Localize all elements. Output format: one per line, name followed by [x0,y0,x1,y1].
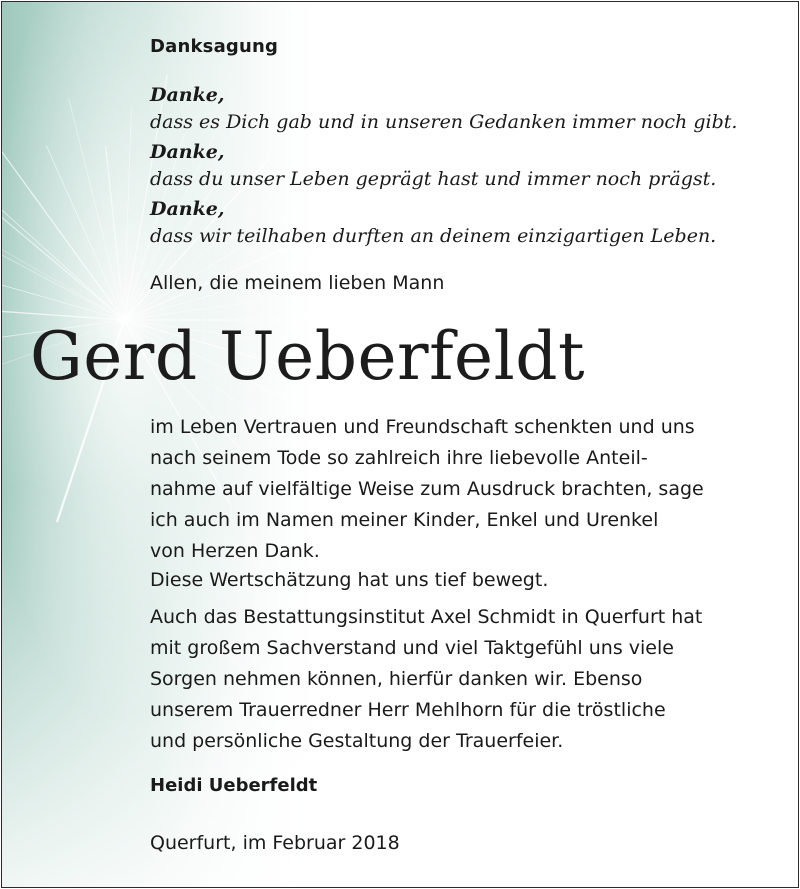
intro-line: Allen, die meinem lieben Mann [150,272,445,294]
thanks-line-2: dass du unser Leben geprägt hast und immer noch prägst. [150,168,717,190]
paragraph-2-line: mit großem Sachverstand und viel Taktgefühl uns viele [150,637,674,659]
paragraph-1-line: von Herzen Dank. [150,540,320,562]
paragraph-1-line: nahme auf vielfältige Weise zum Ausdruck brachten, sage [150,478,704,500]
paragraph-1-line: im Leben Vertrauen und Freundschaft schenkten und uns [150,416,695,438]
paragraph-2-line: Sorgen nehmen können, hierfür danken wir. Ebenso [150,668,643,690]
thanks-word-1: Danke, [150,84,225,106]
paragraph-1-line: nach seinem Tode so zahlreich ihre liebevolle Anteil- [150,447,648,469]
paragraph-1-line: ich auch im Namen meiner Kinder, Enkel und Urenkel [150,509,659,531]
paragraph-1-line: Diese Wertschätzung hat uns tief bewegt. [150,569,549,591]
paragraph-2-line: unserem Trauerredner Herr Mehlhorn für die tröstliche [150,699,666,721]
notice-heading: Danksagung [150,36,279,57]
obituary-notice [1,1,799,888]
thanks-word-2: Danke, [150,141,225,163]
paragraph-2-line: Auch das Bestattungsinstitut Axel Schmidt in Querfurt hat [150,606,703,628]
thanks-word-3: Danke, [150,198,225,220]
paragraph-2-line: und persönliche Gestaltung der Trauerfeier. [150,730,564,752]
thanks-line-3: dass wir teilhaben durften an deinem einzigartigen Leben. [150,225,717,247]
place-and-date: Querfurt, im Februar 2018 [150,832,400,854]
thanks-line-1: dass es Dich gab und in unseren Gedanken immer noch gibt. [150,111,738,133]
signature: Heidi Ueberfeldt [150,775,318,796]
notice-text [2,2,798,887]
deceased-name: Gerd Ueberfeldt [30,318,585,395]
